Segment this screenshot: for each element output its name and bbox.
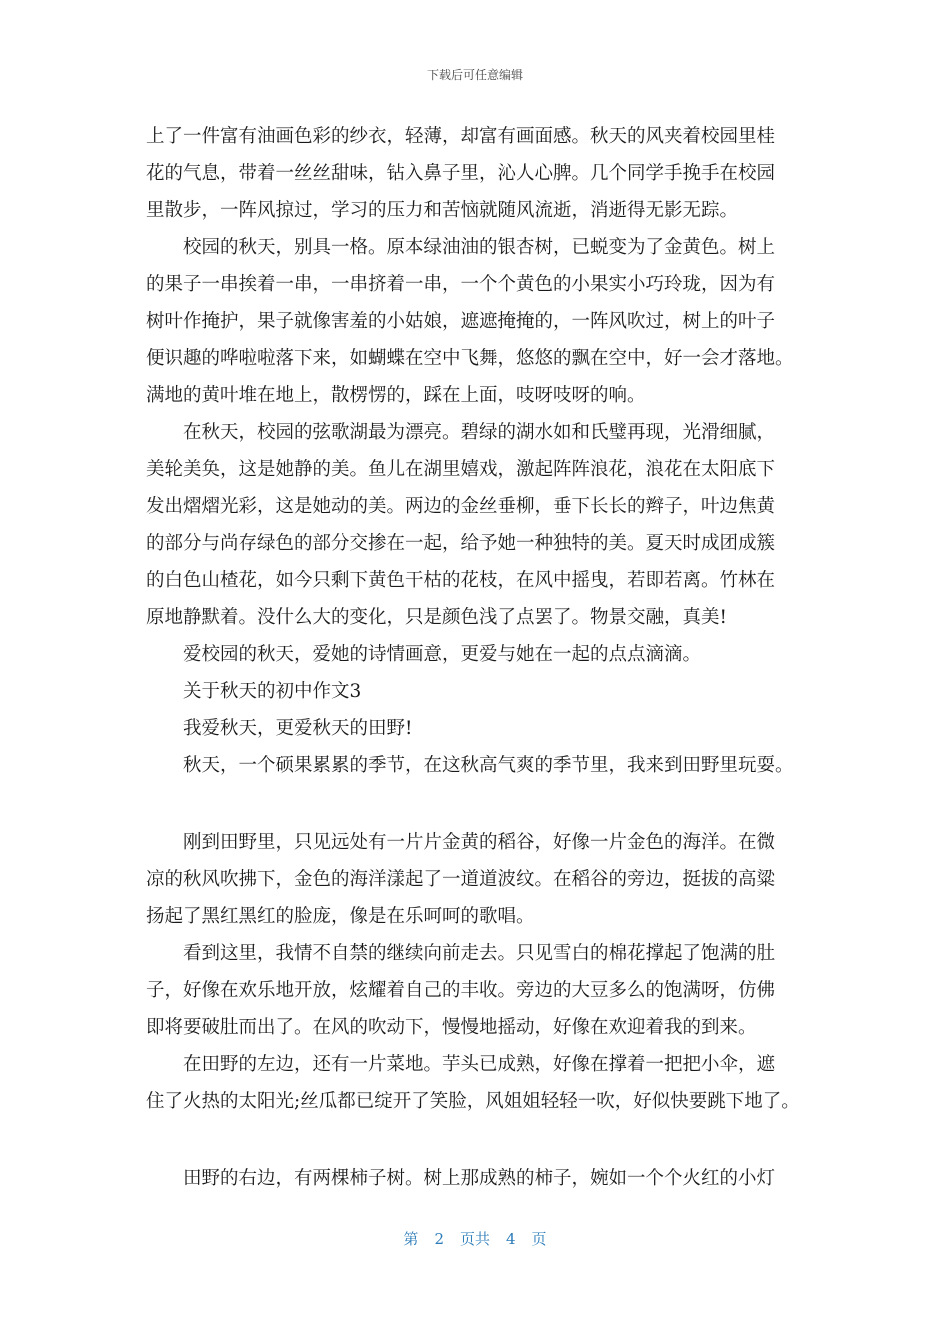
text-line: 秋天，一个硕果累累的季节，在这秋高气爽的季节里，我来到田野里玩耍。 — [183, 755, 794, 776]
text-line: 住了火热的太阳光;丝瓜都已绽开了笑脸，风姐姐轻轻一吹，好似快要跳下地了。 — [146, 1091, 800, 1112]
footer-middle: 页共 — [459, 1230, 490, 1248]
text-line: 在秋天，校园的弦歌湖最为漂亮。碧绿的湖水如和氏璧再现，光滑细腻， — [183, 422, 776, 443]
footer-suffix: 页 — [531, 1230, 547, 1248]
text-line: 我爱秋天，更爱秋天的田野! — [183, 718, 413, 739]
text-line: 的部分与尚存绿色的部分交掺在一起，给予她一种独特的美。夏天时成团成簇 — [146, 533, 776, 554]
document-body — [146, 118, 818, 1197]
text-line: 树叶作掩护，果子就像害羞的小姑娘，遮遮掩掩的，一阵风吹过，树上的叶子 — [146, 311, 776, 332]
page-header: 下载后可任意编辑 — [426, 68, 523, 82]
text-line: 原地静默着。没什么大的变化，只是颜色浅了点罢了。物景交融，真美! — [146, 607, 727, 628]
text-line: 爱校园的秋天，爱她的诗情画意，更爱与她在一起的点点滴滴。 — [183, 644, 702, 665]
text-line: 满地的黄叶堆在地上，散楞愣的，踩在上面，吱呀吱呀的响。 — [146, 385, 646, 406]
text-line: 子，好像在欢乐地开放，炫耀着自己的丰收。旁边的大豆多么的饱满呀，仿佛 — [146, 980, 776, 1001]
text-line: 在田野的左边，还有一片菜地。芋头已成熟，好像在撑着一把把小伞，遮 — [183, 1054, 776, 1075]
footer-page-number: 2 — [434, 1230, 444, 1248]
text-line: 的白色山楂花，如今只剩下黄色干枯的花枝，在风中摇曳，若即若离。竹林在 — [146, 570, 776, 591]
footer-prefix: 第 — [403, 1230, 419, 1248]
footer-total-pages: 4 — [506, 1230, 516, 1248]
text-line: 上了一件富有油画色彩的纱衣，轻薄，却富有画面感。秋天的风夹着校园里桂 — [146, 126, 776, 147]
text-line: 看到这里，我情不自禁的继续向前走去。只见雪白的棉花撑起了饱满的肚 — [183, 943, 776, 964]
text-line: 即将要破肚而出了。在风的吹动下，慢慢地摇动，好像在欢迎着我的到来。 — [146, 1017, 757, 1038]
paragraph-gap — [146, 784, 818, 824]
text-line: 发出熠熠光彩，这是她动的美。两边的金丝垂柳，垂下长长的辫子，叶边焦黄 — [146, 496, 776, 517]
text-line: 便识趣的哗啦啦落下来，如蝴蝶在空中飞舞，悠悠的飘在空中，好一会才落地。 — [146, 348, 794, 369]
text-line: 花的气息，带着一丝丝甜味，钻入鼻子里，沁人心脾。几个同学手挽手在校园 — [146, 163, 776, 184]
text-line: 田野的右边，有两棵柿子树。树上那成熟的柿子，婉如一个个火红的小灯 — [183, 1168, 776, 1189]
text-line: 刚到田野里，只见远处有一片片金黄的稻谷，好像一片金色的海洋。在微 — [183, 832, 776, 853]
text-line: 扬起了黑红黑红的脸庞，像是在乐呵呵的歌唱。 — [146, 906, 535, 927]
text-line: 美轮美奂，这是她静的美。鱼儿在湖里嬉戏，激起阵阵浪花，浪花在太阳底下 — [146, 459, 776, 480]
text-line: 里散步，一阵风掠过，学习的压力和苦恼就随风流逝，消逝得无影无踪。 — [146, 200, 739, 221]
text-line: 校园的秋天，别具一格。原本绿油油的银杏树，已蜕变为了金黄色。树上 — [183, 237, 776, 258]
paragraph-gap — [146, 1120, 818, 1160]
text-line: 关于秋天的初中作文3 — [183, 681, 362, 702]
text-line: 的果子一串挨着一串，一串挤着一串，一个个黄色的小果实小巧玲珑，因为有 — [146, 274, 776, 295]
text-line: 凉的秋风吹拂下，金色的海洋漾起了一道道波纹。在稻谷的旁边，挺拔的高粱 — [146, 869, 776, 890]
page-footer — [0, 1228, 950, 1249]
